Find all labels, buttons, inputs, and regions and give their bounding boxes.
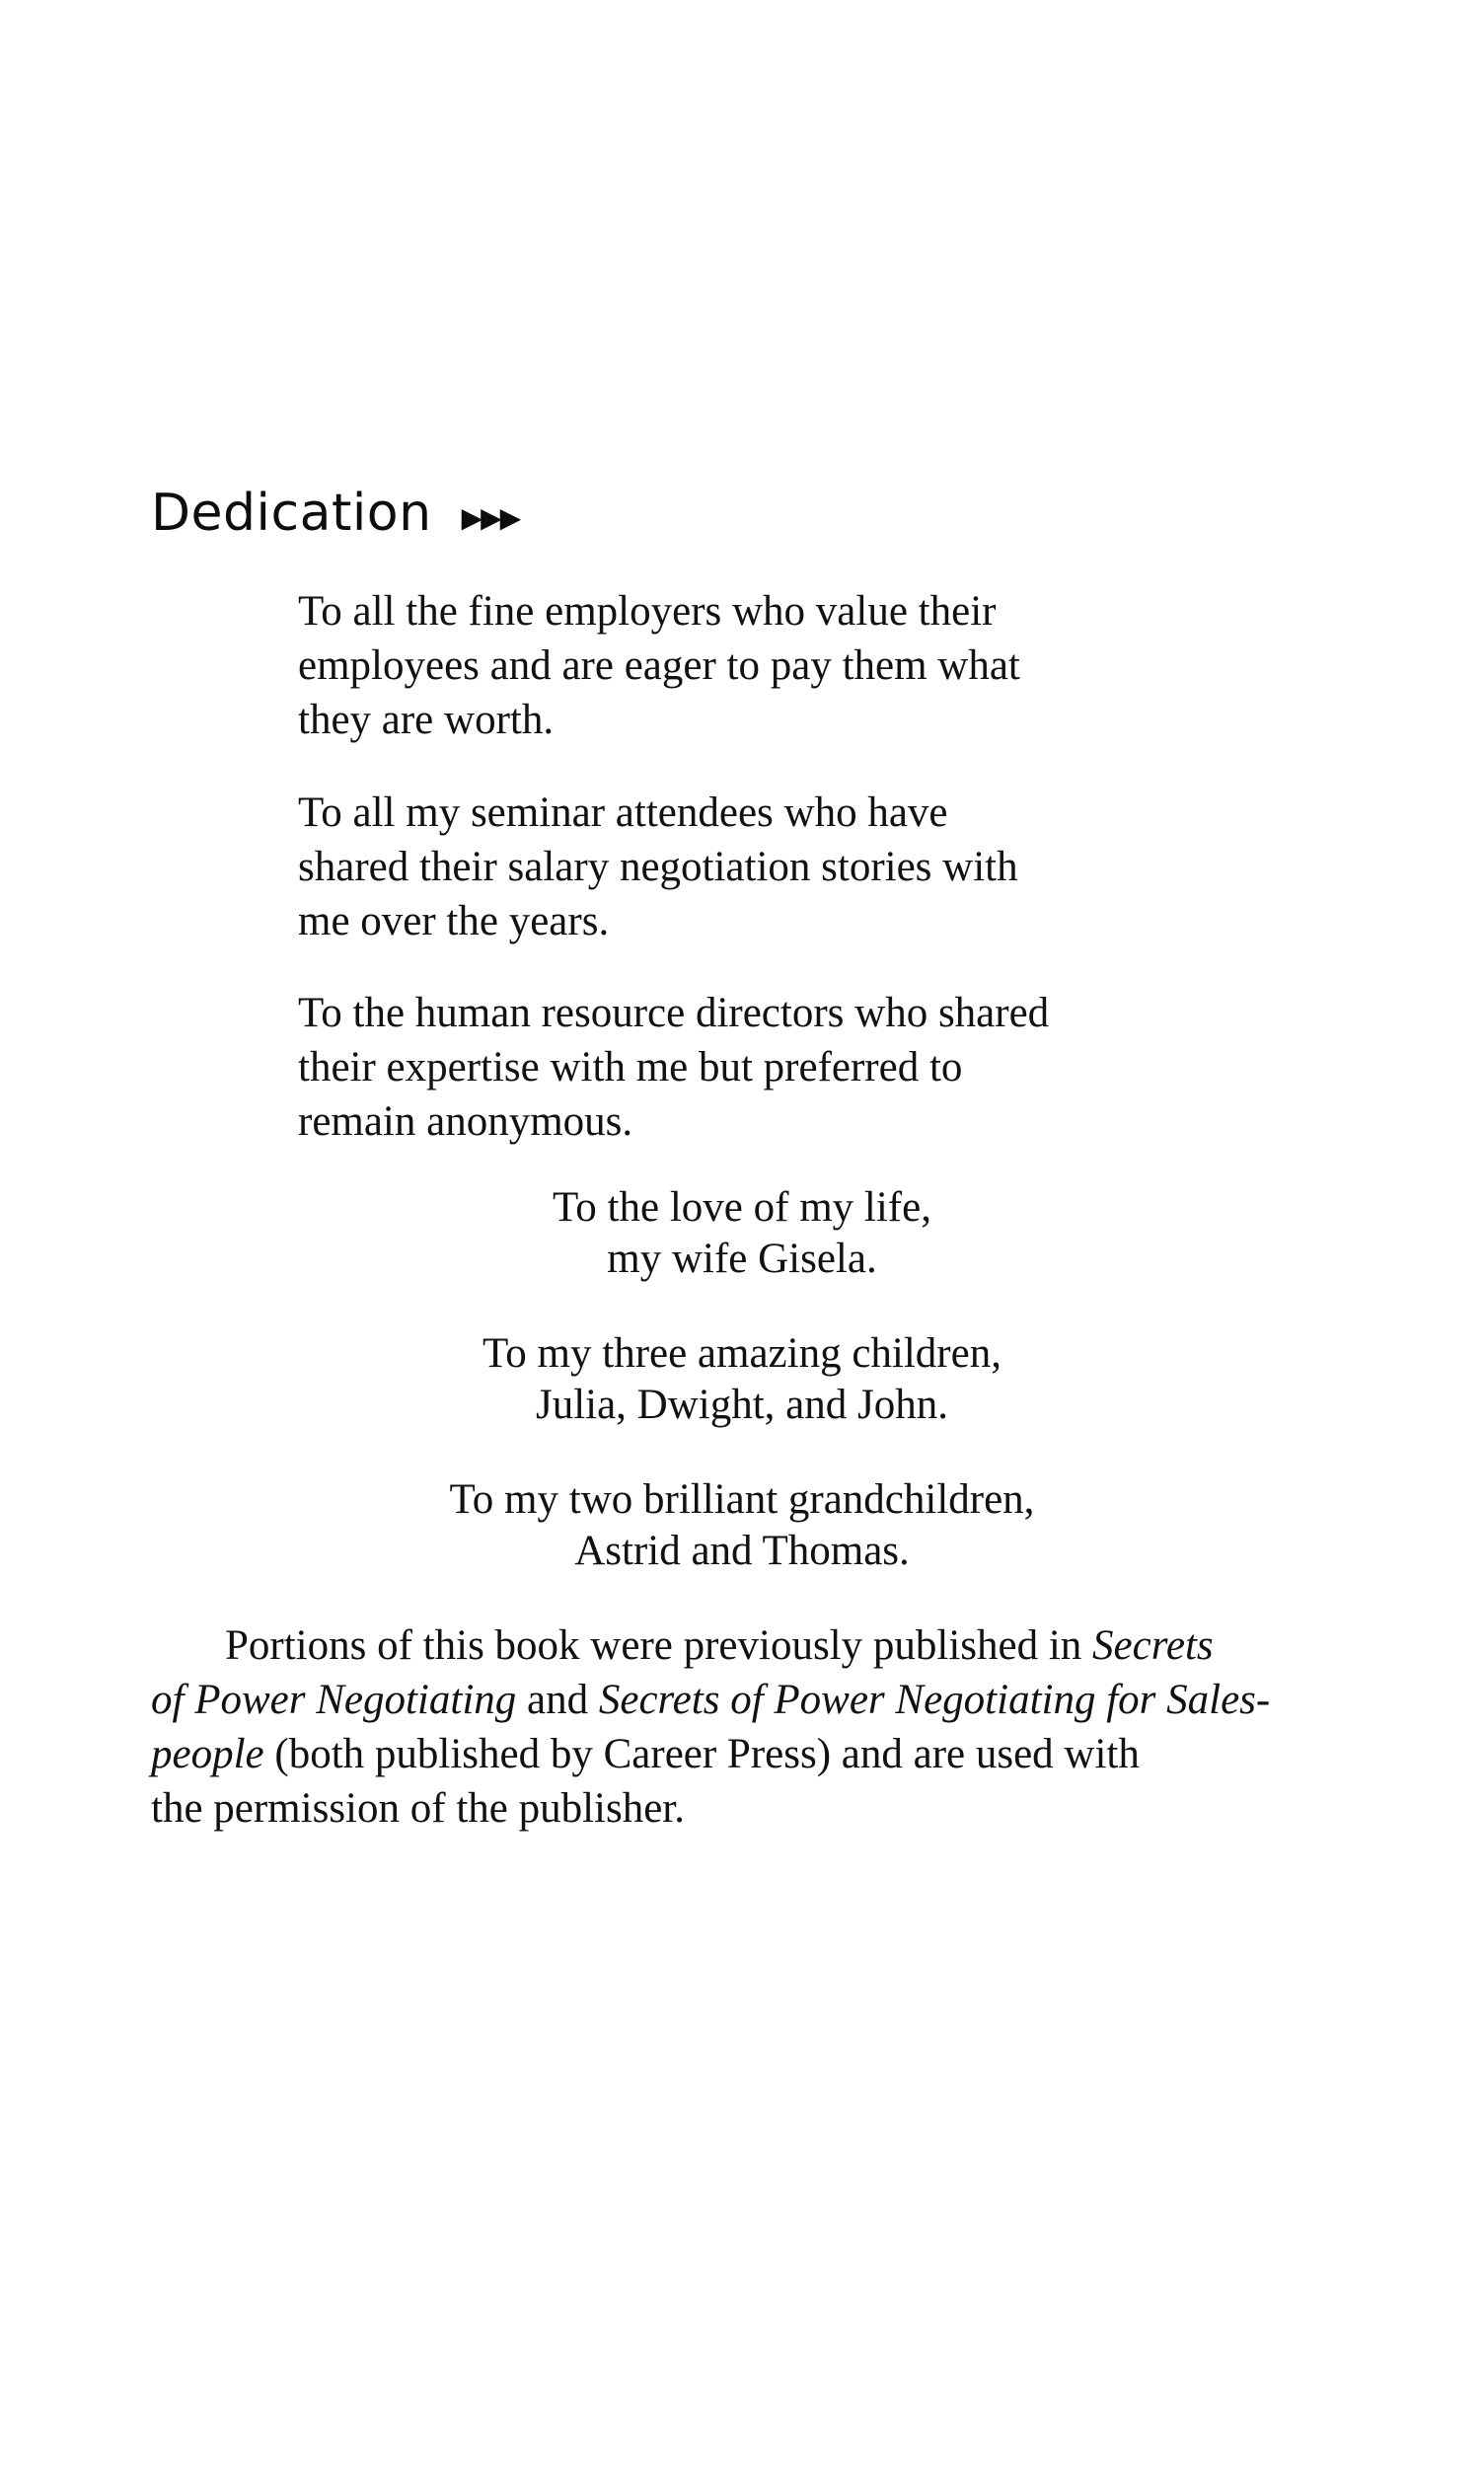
note-line — [151, 1727, 1335, 1781]
text-line: my wife Gisela. — [607, 1236, 877, 1282]
text-line: Julia, Dwight, and John. — [535, 1382, 949, 1428]
note-text: and — [516, 1677, 599, 1723]
publication-note — [151, 1618, 1335, 1836]
dedication-centered-children — [0, 1328, 1484, 1431]
heading-title: Dedication — [151, 484, 432, 543]
text-line: shared their salary negotiation stories with — [298, 844, 1018, 890]
text-line: To my three amazing children, — [482, 1330, 1002, 1377]
dedication-paragraph-employers — [298, 584, 1245, 747]
book-title: of Power Negotiating — [151, 1677, 517, 1723]
text-line: To my two brilliant grandchildren, — [449, 1476, 1035, 1523]
dedication-paragraph-hr-directors — [298, 986, 1245, 1149]
note-line — [151, 1781, 1335, 1836]
text-line: me over the years. — [298, 898, 610, 944]
note-text: the permission of the publisher. — [151, 1785, 686, 1832]
text-line: To the love of my life, — [553, 1184, 931, 1231]
triple-arrow-icon: ▶▶▶ — [461, 500, 520, 534]
note-line — [151, 1673, 1335, 1727]
text-line: employees and are eager to pay them what — [298, 642, 1020, 689]
book-title: Secrets — [1092, 1622, 1214, 1669]
note-line — [151, 1618, 1335, 1673]
book-title: people — [151, 1731, 264, 1777]
text-line: To the human resource directors who shared — [298, 990, 1050, 1036]
dedication-centered-wife — [0, 1182, 1484, 1285]
text-line: remain anonymous. — [298, 1098, 633, 1145]
text-line: Astrid and Thomas. — [574, 1528, 910, 1574]
dedication-heading — [151, 479, 519, 548]
book-title: Secrets of Power Negotiating for Sales- — [598, 1677, 1271, 1723]
text-line: To all the fine employers who value their — [298, 588, 997, 635]
text-line: To all my seminar attendees who have — [298, 789, 948, 836]
text-line: their expertise with me but preferred to — [298, 1044, 963, 1090]
dedication-centered-grandchildren — [0, 1474, 1484, 1577]
dedication-paragraph-seminar-attendees — [298, 786, 1245, 948]
note-text: (both published by Career Press) and are used with — [263, 1731, 1140, 1777]
text-line: they are worth. — [298, 697, 555, 743]
note-text: Portions of this book were previously published in — [225, 1622, 1093, 1669]
